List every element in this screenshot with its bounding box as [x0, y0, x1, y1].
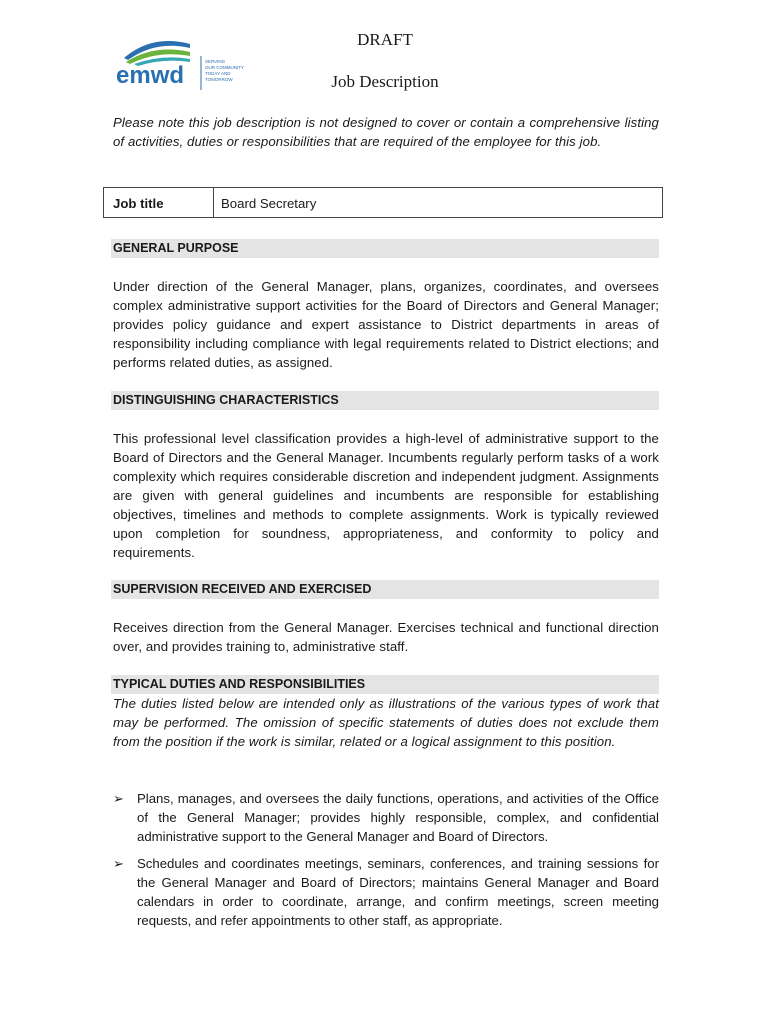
logo-wordmark: emwd [116, 62, 185, 89]
duties-note: The duties listed below are intended only as illustrations of the various types of work that may be performed. The omission of specific statements of duties does not exclude them from the position if the work is similar, related or a logical assignment to this position. [113, 696, 659, 749]
arrow-bullet-icon: ➢ [113, 791, 124, 806]
duties-heading: TYPICAL DUTIES AND RESPONSIBILITIES [111, 675, 659, 694]
list-item [113, 854, 659, 930]
supervision-heading: SUPERVISION RECEIVED AND EXERCISED [111, 580, 659, 599]
svg-text:OUR COMMUNITY: OUR COMMUNITY [205, 65, 244, 70]
distinguishing-heading: DISTINGUISHING CHARACTERISTICS [111, 391, 659, 410]
job-title-table [103, 187, 663, 218]
distinguishing-text: This professional level classification provides a high-level of administrative support to the Board of Directors and the General Manager. Incumbents regularly perform tasks of a work complexity which requires considerable discretion and independent judgment. Assignments are given with general guidelines and incumbents are responsible for establishing objectives, timelines and methods to complete assignments. Work is typically reviewed upon completion for soundness, appropriateness, and conformity to policy and requirements. [113, 431, 659, 560]
duty-text: Schedules and coordinates meetings, seminars, conferences, and training sessions for the General Manager and Board of Directors; maintains General Manager and Board calendars in order to coordinate, arrange, and confirm meetings, screen meeting requests, and refer appointments to other staff, as appropriate. [137, 856, 659, 928]
draft-label: DRAFT [357, 30, 413, 49]
doc-title: Job Description [331, 72, 439, 91]
supervision-text: Receives direction from the General Manager. Exercises technical and functional direction over, and provides training to, administrative staff. [113, 620, 659, 654]
svg-text:SERVING: SERVING [205, 59, 226, 64]
general-purpose-heading: GENERAL PURPOSE [111, 239, 659, 258]
arrow-bullet-icon: ➢ [113, 856, 124, 871]
svg-text:TOMORROW: TOMORROW [205, 77, 233, 82]
list-item [113, 789, 659, 846]
svg-text:TODAY AND: TODAY AND [205, 71, 231, 76]
job-title-label: Job title [104, 188, 214, 217]
job-title-value: Board Secretary [221, 196, 317, 211]
general-purpose-text: Under direction of the General Manager, plans, organizes, coordinates, and oversees complex administrative support activities for the Board of Directors and General Manager; provides policy guidance and expert assistance to District departments in areas of responsibility including compliance with legal requirements related to District elections; and performs related duties, as assigned. [113, 279, 659, 370]
intro-note: Please note this job description is not designed to cover or contain a comprehensive listing of activities, duties or responsibilities that are required of the employee for this job. [113, 115, 659, 149]
duty-text: Plans, manages, and oversees the daily functions, operations, and activities of the Office of the General Manager; provides highly responsible, complex, and confidential administrative support to the General Manager and Board of Directors. [137, 791, 659, 844]
duties-list [113, 789, 659, 938]
